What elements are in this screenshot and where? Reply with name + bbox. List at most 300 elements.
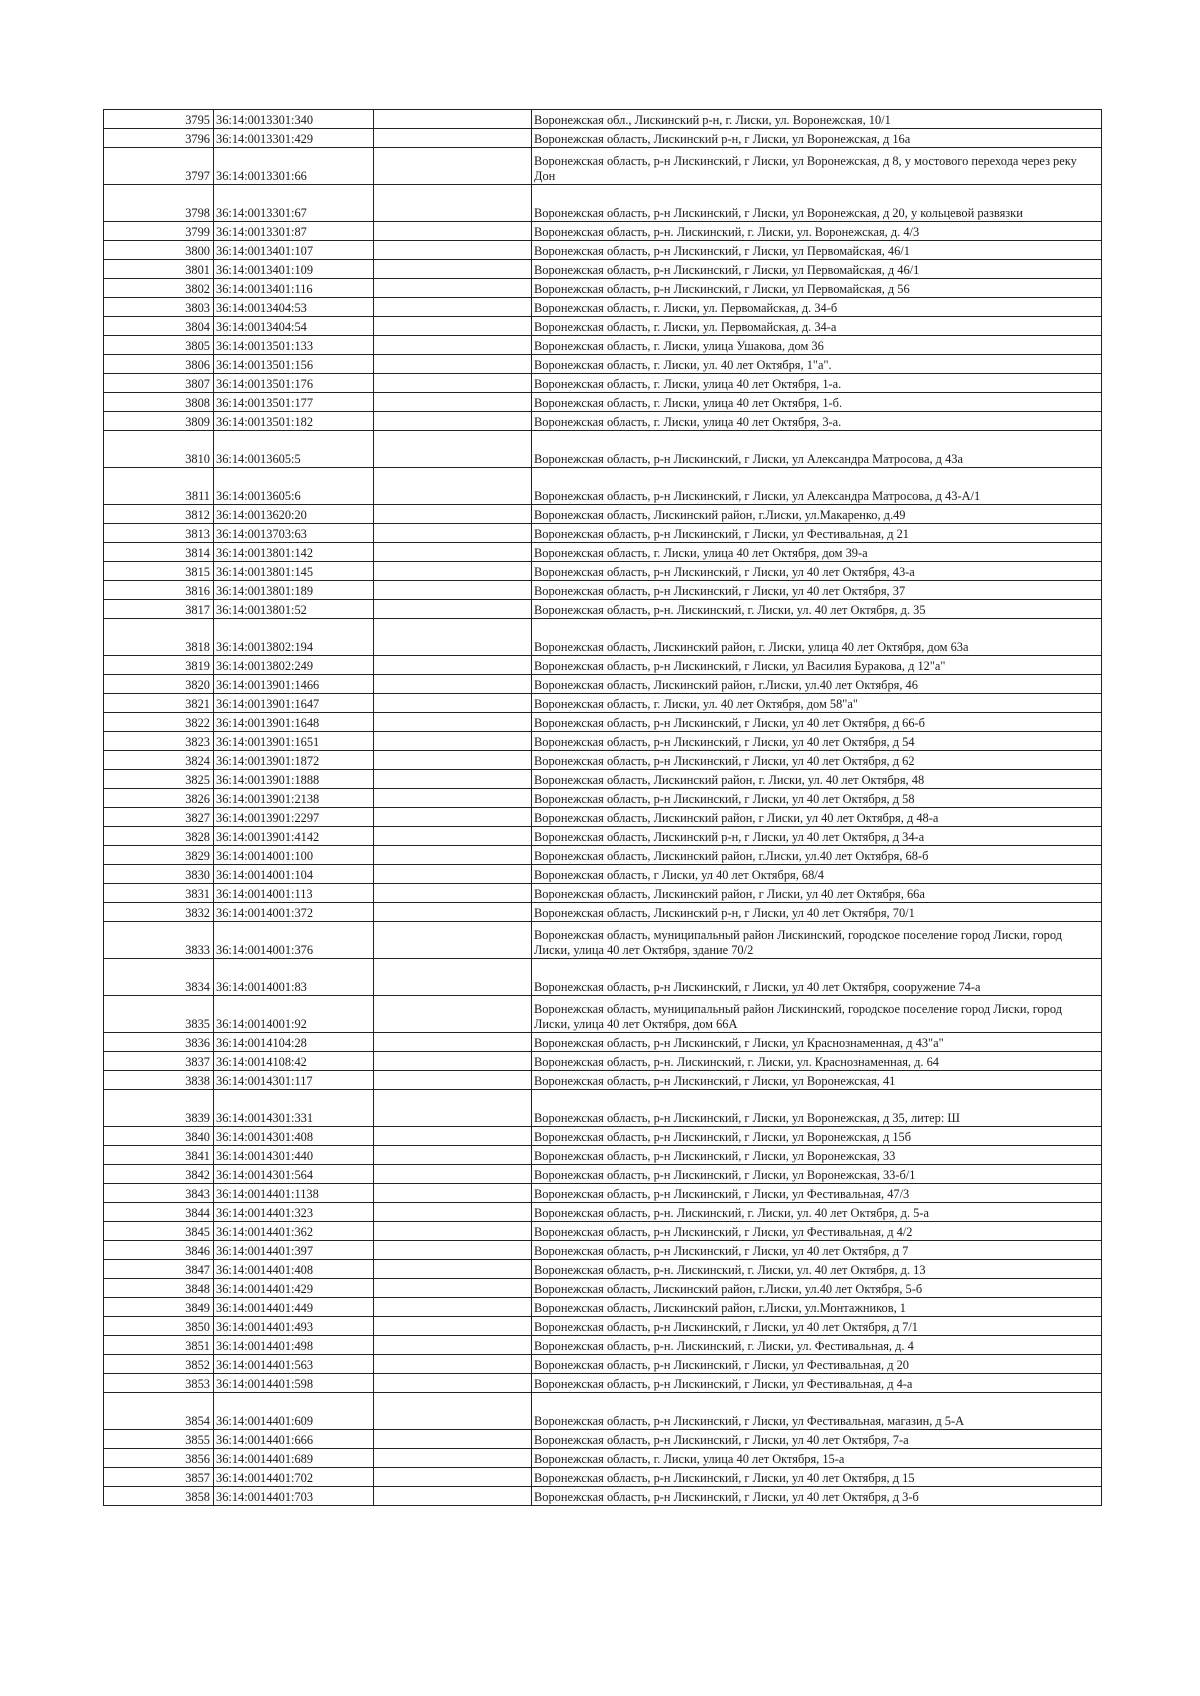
table-row — [104, 581, 1102, 600]
empty-cell — [374, 505, 532, 524]
table-row — [104, 393, 1102, 412]
cadastral-number: 36:14:0013620:20 — [214, 505, 374, 524]
empty-cell — [374, 675, 532, 694]
empty-cell — [374, 393, 532, 412]
row-number: 3855 — [104, 1430, 214, 1449]
row-number: 3811 — [104, 468, 214, 505]
address: Воронежская область, р-н Лискинский, г Лиски, ул Воронежская, 33 — [532, 1146, 1102, 1165]
table-row — [104, 675, 1102, 694]
address: Воронежская область, р-н Лискинский, г Лиски, ул 40 лет Октября, д 7 — [532, 1241, 1102, 1260]
empty-cell — [374, 241, 532, 260]
cadastral-number: 36:14:0013301:67 — [214, 185, 374, 222]
cadastral-number: 36:14:0013605:5 — [214, 431, 374, 468]
row-number: 3812 — [104, 505, 214, 524]
table-row — [104, 412, 1102, 431]
empty-cell — [374, 1336, 532, 1355]
empty-cell — [374, 129, 532, 148]
address: Воронежская область, р-н Лискинский, г Лиски, ул Василия Буракова, д 12"а" — [532, 656, 1102, 675]
empty-cell — [374, 1241, 532, 1260]
cadastral-number: 36:14:0013901:1651 — [214, 732, 374, 751]
empty-cell — [374, 600, 532, 619]
address: Воронежская область, р-н Лискинский, г Лиски, ул Фестивальная, д 4-а — [532, 1374, 1102, 1393]
table-row — [104, 336, 1102, 355]
cadastral-number: 36:14:0014301:331 — [214, 1090, 374, 1127]
row-number: 3837 — [104, 1052, 214, 1071]
cadastral-number: 36:14:0013404:53 — [214, 298, 374, 317]
empty-cell — [374, 619, 532, 656]
address: Воронежская область, г. Лиски, улица Ушакова, дом 36 — [532, 336, 1102, 355]
row-number: 3824 — [104, 751, 214, 770]
address: Воронежская область, р-н Лискинский, г Лиски, ул Фестивальная, д 21 — [532, 524, 1102, 543]
cadastral-number: 36:14:0014001:92 — [214, 996, 374, 1033]
empty-cell — [374, 996, 532, 1033]
cadastral-number: 36:14:0014001:376 — [214, 922, 374, 959]
cadastral-number: 36:14:0013301:66 — [214, 148, 374, 185]
table-row — [104, 903, 1102, 922]
table-row — [104, 1487, 1102, 1506]
empty-cell — [374, 1165, 532, 1184]
table-row — [104, 959, 1102, 996]
row-number: 3796 — [104, 129, 214, 148]
empty-cell — [374, 1298, 532, 1317]
empty-cell — [374, 1203, 532, 1222]
cadastral-number: 36:14:0013901:1648 — [214, 713, 374, 732]
table-row — [104, 298, 1102, 317]
row-number: 3826 — [104, 789, 214, 808]
empty-cell — [374, 543, 532, 562]
address: Воронежская область, р-н Лискинский, г Лиски, ул 40 лет Октября, сооружение 74-а — [532, 959, 1102, 996]
address: Воронежская область, Лискинский р-н, г Лиски, ул 40 лет Октября, 70/1 — [532, 903, 1102, 922]
table-row — [104, 468, 1102, 505]
row-number: 3807 — [104, 374, 214, 393]
cadastral-number: 36:14:0013501:176 — [214, 374, 374, 393]
cadastral-number: 36:14:0014301:564 — [214, 1165, 374, 1184]
table-row — [104, 1374, 1102, 1393]
row-number: 3799 — [104, 222, 214, 241]
cadastral-number: 36:14:0013901:1647 — [214, 694, 374, 713]
address: Воронежская область, Лискинский р-н, г Лиски, ул 40 лет Октября, д 34-а — [532, 827, 1102, 846]
empty-cell — [374, 1033, 532, 1052]
row-number: 3804 — [104, 317, 214, 336]
cadastral-number: 36:14:0013501:156 — [214, 355, 374, 374]
row-number: 3815 — [104, 562, 214, 581]
cadastral-number: 36:14:0014401:362 — [214, 1222, 374, 1241]
address: Воронежская область, р-н Лискинский, г Лиски, ул 40 лет Октября, 43-а — [532, 562, 1102, 581]
cadastral-number: 36:14:0013802:194 — [214, 619, 374, 656]
table-row — [104, 1203, 1102, 1222]
row-number: 3849 — [104, 1298, 214, 1317]
empty-cell — [374, 827, 532, 846]
row-number: 3854 — [104, 1393, 214, 1430]
address: Воронежская область, г. Лиски, улица 40 лет Октября, 15-а — [532, 1449, 1102, 1468]
address: Воронежская область, р-н Лискинский, г Лиски, ул 40 лет Октября, д 15 — [532, 1468, 1102, 1487]
row-number: 3829 — [104, 846, 214, 865]
empty-cell — [374, 468, 532, 505]
address: Воронежская область, Лискинский район, г.Лиски, ул.40 лет Октября, 68-б — [532, 846, 1102, 865]
address: Воронежская область, Лискинский район, г. Лиски, улица 40 лет Октября, дом 63а — [532, 619, 1102, 656]
table-row — [104, 222, 1102, 241]
cadastral-number: 36:14:0013801:52 — [214, 600, 374, 619]
cadastral-number: 36:14:0014401:449 — [214, 1298, 374, 1317]
cadastral-number: 36:14:0014401:498 — [214, 1336, 374, 1355]
table-row — [104, 1298, 1102, 1317]
cadastral-number: 36:14:0013801:145 — [214, 562, 374, 581]
table-row — [104, 241, 1102, 260]
address: Воронежская область, р-н Лискинский, г Лиски, ул Воронежская, д 15б — [532, 1127, 1102, 1146]
table-body — [104, 110, 1102, 1506]
row-number: 3835 — [104, 996, 214, 1033]
address: Воронежская область, р-н. Лискинский, г. Лиски, ул. 40 лет Октября, д. 13 — [532, 1260, 1102, 1279]
row-number: 3809 — [104, 412, 214, 431]
row-number: 3832 — [104, 903, 214, 922]
cadastral-number: 36:14:0013901:1466 — [214, 675, 374, 694]
table-row — [104, 1222, 1102, 1241]
empty-cell — [374, 1430, 532, 1449]
cadastral-number: 36:14:0014401:1138 — [214, 1184, 374, 1203]
table-row — [104, 1393, 1102, 1430]
row-number: 3830 — [104, 865, 214, 884]
row-number: 3802 — [104, 279, 214, 298]
address: Воронежская область, Лискинский р-н, г Лиски, ул Воронежская, д 16а — [532, 129, 1102, 148]
table-row — [104, 656, 1102, 675]
table-row — [104, 1033, 1102, 1052]
table-row — [104, 865, 1102, 884]
empty-cell — [374, 148, 532, 185]
cadastral-table — [103, 109, 1102, 1506]
cadastral-number: 36:14:0014001:100 — [214, 846, 374, 865]
empty-cell — [374, 1184, 532, 1203]
table-row — [104, 827, 1102, 846]
address: Воронежская область, г. Лиски, ул. Первомайская, д. 34-а — [532, 317, 1102, 336]
row-number: 3808 — [104, 393, 214, 412]
empty-cell — [374, 903, 532, 922]
table-row — [104, 1336, 1102, 1355]
cadastral-number: 36:14:0014301:117 — [214, 1071, 374, 1090]
table-row — [104, 1241, 1102, 1260]
cadastral-number: 36:14:0014301:408 — [214, 1127, 374, 1146]
address: Воронежская область, р-н Лискинский, г Лиски, ул 40 лет Октября, д 7/1 — [532, 1317, 1102, 1336]
row-number: 3814 — [104, 543, 214, 562]
empty-cell — [374, 1468, 532, 1487]
address: Воронежская область, г Лиски, ул 40 лет Октября, 68/4 — [532, 865, 1102, 884]
row-number: 3856 — [104, 1449, 214, 1468]
row-number: 3827 — [104, 808, 214, 827]
empty-cell — [374, 431, 532, 468]
cadastral-number: 36:14:0013501:177 — [214, 393, 374, 412]
cadastral-number: 36:14:0013301:429 — [214, 129, 374, 148]
empty-cell — [374, 110, 532, 129]
table-row — [104, 694, 1102, 713]
empty-cell — [374, 865, 532, 884]
cadastral-number: 36:14:0014401:408 — [214, 1260, 374, 1279]
row-number: 3821 — [104, 694, 214, 713]
address: Воронежская область, р-н Лискинский, г Лиски, ул Александра Матросова, д 43а — [532, 431, 1102, 468]
row-number: 3831 — [104, 884, 214, 903]
table-row — [104, 1184, 1102, 1203]
address: Воронежская область, р-н Лискинский, г Лиски, ул 40 лет Октября, 7-а — [532, 1430, 1102, 1449]
address: Воронежская область, р-н Лискинский, г Лиски, ул Воронежская, д 8, у мостового перехода через реку Дон — [532, 148, 1102, 185]
empty-cell — [374, 656, 532, 675]
row-number: 3833 — [104, 922, 214, 959]
row-number: 3845 — [104, 1222, 214, 1241]
empty-cell — [374, 562, 532, 581]
table-row — [104, 110, 1102, 129]
cadastral-number: 36:14:0014001:83 — [214, 959, 374, 996]
table-row — [104, 129, 1102, 148]
row-number: 3852 — [104, 1355, 214, 1374]
row-number: 3842 — [104, 1165, 214, 1184]
cadastral-number: 36:14:0013901:2138 — [214, 789, 374, 808]
address: Воронежская область, р-н Лискинский, г Лиски, ул Воронежская, д 35, литер: Ш — [532, 1090, 1102, 1127]
table-row — [104, 619, 1102, 656]
cadastral-number: 36:14:0014401:598 — [214, 1374, 374, 1393]
address: Воронежская область, Лискинский район, г Лиски, ул 40 лет Октября, д 48-а — [532, 808, 1102, 827]
table-row — [104, 562, 1102, 581]
row-number: 3819 — [104, 656, 214, 675]
table-row — [104, 148, 1102, 185]
row-number: 3853 — [104, 1374, 214, 1393]
table-row — [104, 713, 1102, 732]
address: Воронежская область, р-н. Лискинский, г. Лиски, ул. Краснознаменная, д. 64 — [532, 1052, 1102, 1071]
empty-cell — [374, 922, 532, 959]
table-row — [104, 1052, 1102, 1071]
empty-cell — [374, 713, 532, 732]
row-number: 3797 — [104, 148, 214, 185]
empty-cell — [374, 1393, 532, 1430]
cadastral-number: 36:14:0014401:689 — [214, 1449, 374, 1468]
address: Воронежская область, г. Лиски, ул. 40 лет Октября, дом 58"а" — [532, 694, 1102, 713]
empty-cell — [374, 185, 532, 222]
address: Воронежская область, г. Лиски, улица 40 лет Октября, дом 39-а — [532, 543, 1102, 562]
address: Воронежская область, р-н Лискинский, г Лиски, ул Фестивальная, д 4/2 — [532, 1222, 1102, 1241]
row-number: 3851 — [104, 1336, 214, 1355]
row-number: 3846 — [104, 1241, 214, 1260]
empty-cell — [374, 1279, 532, 1298]
table-row — [104, 1279, 1102, 1298]
table-row — [104, 1355, 1102, 1374]
cadastral-number: 36:14:0014401:493 — [214, 1317, 374, 1336]
row-number: 3816 — [104, 581, 214, 600]
row-number: 3857 — [104, 1468, 214, 1487]
row-number: 3825 — [104, 770, 214, 789]
table-row — [104, 732, 1102, 751]
row-number: 3801 — [104, 260, 214, 279]
cadastral-number: 36:14:0014401:609 — [214, 1393, 374, 1430]
row-number: 3843 — [104, 1184, 214, 1203]
row-number: 3847 — [104, 1260, 214, 1279]
empty-cell — [374, 1449, 532, 1468]
address: Воронежская область, муниципальный район Лискинский, городское поселение город Лиски, город Лиски, улица 40 лет Октября, дом 66А — [532, 996, 1102, 1033]
row-number: 3798 — [104, 185, 214, 222]
address: Воронежская область, р-н Лискинский, г Лиски, ул Воронежская, д 20, у кольцевой развязки — [532, 185, 1102, 222]
row-number: 3839 — [104, 1090, 214, 1127]
row-number: 3850 — [104, 1317, 214, 1336]
address: Воронежская область, р-н Лискинский, г Лиски, ул Первомайская, д 56 — [532, 279, 1102, 298]
address: Воронежская область, р-н Лискинский, г Лиски, ул Фестивальная, д 20 — [532, 1355, 1102, 1374]
address: Воронежская область, г. Лиски, улица 40 лет Октября, 1-б. — [532, 393, 1102, 412]
address: Воронежская область, Лискинский район, г Лиски, ул 40 лет Октября, 66а — [532, 884, 1102, 903]
address: Воронежская область, муниципальный район Лискинский, городское поселение город Лиски, город Лиски, улица 40 лет Октября, здание 70/2 — [532, 922, 1102, 959]
address: Воронежская область, Лискинский район, г.Лиски, ул.40 лет Октября, 5-б — [532, 1279, 1102, 1298]
cadastral-number: 36:14:0014401:397 — [214, 1241, 374, 1260]
row-number: 3813 — [104, 524, 214, 543]
row-number: 3795 — [104, 110, 214, 129]
cadastral-number: 36:14:0013801:189 — [214, 581, 374, 600]
table-row — [104, 505, 1102, 524]
table-row — [104, 808, 1102, 827]
table-row — [104, 789, 1102, 808]
address: Воронежская область, р-н Лискинский, г Лиски, ул Фестивальная, 47/3 — [532, 1184, 1102, 1203]
empty-cell — [374, 770, 532, 789]
cadastral-number: 36:14:0013605:6 — [214, 468, 374, 505]
empty-cell — [374, 1052, 532, 1071]
table-row — [104, 846, 1102, 865]
address: Воронежская область, р-н Лискинский, г Лиски, ул 40 лет Октября, д 62 — [532, 751, 1102, 770]
address: Воронежская область, р-н Лискинский, г Лиски, ул Первомайская, д 46/1 — [532, 260, 1102, 279]
row-number: 3820 — [104, 675, 214, 694]
empty-cell — [374, 355, 532, 374]
cadastral-number: 36:14:0013901:4142 — [214, 827, 374, 846]
empty-cell — [374, 789, 532, 808]
table-row — [104, 431, 1102, 468]
cadastral-number: 36:14:0013801:142 — [214, 543, 374, 562]
cadastral-number: 36:14:0014401:666 — [214, 1430, 374, 1449]
row-number: 3805 — [104, 336, 214, 355]
empty-cell — [374, 298, 532, 317]
address: Воронежская область, г. Лиски, улица 40 лет Октября, 3-а. — [532, 412, 1102, 431]
row-number: 3848 — [104, 1279, 214, 1298]
table-row — [104, 1468, 1102, 1487]
empty-cell — [374, 222, 532, 241]
empty-cell — [374, 959, 532, 996]
address: Воронежская область, р-н Лискинский, г Лиски, ул 40 лет Октября, д 66-б — [532, 713, 1102, 732]
cadastral-number: 36:14:0014401:703 — [214, 1487, 374, 1506]
address: Воронежская область, г. Лиски, улица 40 лет Октября, 1-а. — [532, 374, 1102, 393]
cadastral-number: 36:14:0013802:249 — [214, 656, 374, 675]
address: Воронежская область, р-н. Лискинский, г. Лиски, ул. 40 лет Октября, д. 35 — [532, 600, 1102, 619]
address: Воронежская область, р-н Лискинский, г Лиски, ул Александра Матросова, д 43-А/1 — [532, 468, 1102, 505]
address: Воронежская область, р-н Лискинский, г Лиски, ул 40 лет Октября, д 58 — [532, 789, 1102, 808]
table-row — [104, 922, 1102, 959]
row-number: 3810 — [104, 431, 214, 468]
row-number: 3806 — [104, 355, 214, 374]
row-number: 3800 — [104, 241, 214, 260]
empty-cell — [374, 846, 532, 865]
cadastral-number: 36:14:0013501:182 — [214, 412, 374, 431]
cadastral-number: 36:14:0014401:563 — [214, 1355, 374, 1374]
cadastral-number: 36:14:0013901:1888 — [214, 770, 374, 789]
row-number: 3803 — [104, 298, 214, 317]
cadastral-number: 36:14:0014401:429 — [214, 1279, 374, 1298]
address: Воронежская область, р-н. Лискинский, г. Лиски, ул. 40 лет Октября, д. 5-а — [532, 1203, 1102, 1222]
table-row — [104, 1090, 1102, 1127]
address: Воронежская область, р-н Лискинский, г Лиски, ул Воронежская, 41 — [532, 1071, 1102, 1090]
table-row — [104, 543, 1102, 562]
empty-cell — [374, 1317, 532, 1336]
address: Воронежская область, р-н Лискинский, г Лиски, ул 40 лет Октября, д 3-б — [532, 1487, 1102, 1506]
empty-cell — [374, 1127, 532, 1146]
empty-cell — [374, 524, 532, 543]
address: Воронежская область, р-н. Лискинский, г. Лиски, ул. Воронежская, д. 4/3 — [532, 222, 1102, 241]
cadastral-number: 36:14:0014001:113 — [214, 884, 374, 903]
empty-cell — [374, 1222, 532, 1241]
empty-cell — [374, 884, 532, 903]
row-number: 3840 — [104, 1127, 214, 1146]
empty-cell — [374, 374, 532, 393]
empty-cell — [374, 336, 532, 355]
empty-cell — [374, 1146, 532, 1165]
cadastral-number: 36:14:0013501:133 — [214, 336, 374, 355]
address: Воронежская область, Лискинский район, г.Лиски, ул.40 лет Октября, 46 — [532, 675, 1102, 694]
empty-cell — [374, 1090, 532, 1127]
cadastral-number: 36:14:0014001:104 — [214, 865, 374, 884]
cadastral-number: 36:14:0013301:87 — [214, 222, 374, 241]
address: Воронежская область, р-н Лискинский, г Лиски, ул Краснознаменная, д 43"а" — [532, 1033, 1102, 1052]
address: Воронежская область, р-н. Лискинский, г. Лиски, ул. Фестивальная, д. 4 — [532, 1336, 1102, 1355]
empty-cell — [374, 1487, 532, 1506]
empty-cell — [374, 1374, 532, 1393]
table-row — [104, 1127, 1102, 1146]
row-number: 3817 — [104, 600, 214, 619]
cadastral-number: 36:14:0014301:440 — [214, 1146, 374, 1165]
row-number: 3836 — [104, 1033, 214, 1052]
table-row — [104, 355, 1102, 374]
row-number: 3858 — [104, 1487, 214, 1506]
table-row — [104, 185, 1102, 222]
empty-cell — [374, 581, 532, 600]
empty-cell — [374, 694, 532, 713]
cadastral-number: 36:14:0014401:323 — [214, 1203, 374, 1222]
cadastral-number: 36:14:0013401:107 — [214, 241, 374, 260]
table-row — [104, 1430, 1102, 1449]
table-row — [104, 884, 1102, 903]
row-number: 3834 — [104, 959, 214, 996]
table-row — [104, 1449, 1102, 1468]
address: Воронежская область, Лискинский район, г. Лиски, ул. 40 лет Октября, 48 — [532, 770, 1102, 789]
cadastral-number: 36:14:0013301:340 — [214, 110, 374, 129]
row-number: 3822 — [104, 713, 214, 732]
table-row — [104, 996, 1102, 1033]
empty-cell — [374, 751, 532, 770]
table-row — [104, 1071, 1102, 1090]
row-number: 3818 — [104, 619, 214, 656]
table-row — [104, 279, 1102, 298]
row-number: 3838 — [104, 1071, 214, 1090]
cadastral-number: 36:14:0013703:63 — [214, 524, 374, 543]
address: Воронежская область, г. Лиски, ул. Первомайская, д. 34-б — [532, 298, 1102, 317]
empty-cell — [374, 279, 532, 298]
empty-cell — [374, 1260, 532, 1279]
table-row — [104, 524, 1102, 543]
cadastral-number: 36:14:0013901:2297 — [214, 808, 374, 827]
address: Воронежская обл., Лискинский р-н, г. Лиски, ул. Воронежская, 10/1 — [532, 110, 1102, 129]
address: Воронежская область, р-н Лискинский, г Лиски, ул Фестивальная, магазин, д 5-А — [532, 1393, 1102, 1430]
cadastral-number: 36:14:0013404:54 — [214, 317, 374, 336]
address: Воронежская область, Лискинский район, г.Лиски, ул.Монтажников, 1 — [532, 1298, 1102, 1317]
table-row — [104, 770, 1102, 789]
cadastral-number: 36:14:0014108:42 — [214, 1052, 374, 1071]
cadastral-number: 36:14:0013901:1872 — [214, 751, 374, 770]
empty-cell — [374, 317, 532, 336]
row-number: 3823 — [104, 732, 214, 751]
table-row — [104, 1317, 1102, 1336]
address: Воронежская область, р-н Лискинский, г Лиски, ул Воронежская, 33-б/1 — [532, 1165, 1102, 1184]
table-row — [104, 1146, 1102, 1165]
empty-cell — [374, 412, 532, 431]
row-number: 3841 — [104, 1146, 214, 1165]
table-row — [104, 374, 1102, 393]
empty-cell — [374, 1071, 532, 1090]
